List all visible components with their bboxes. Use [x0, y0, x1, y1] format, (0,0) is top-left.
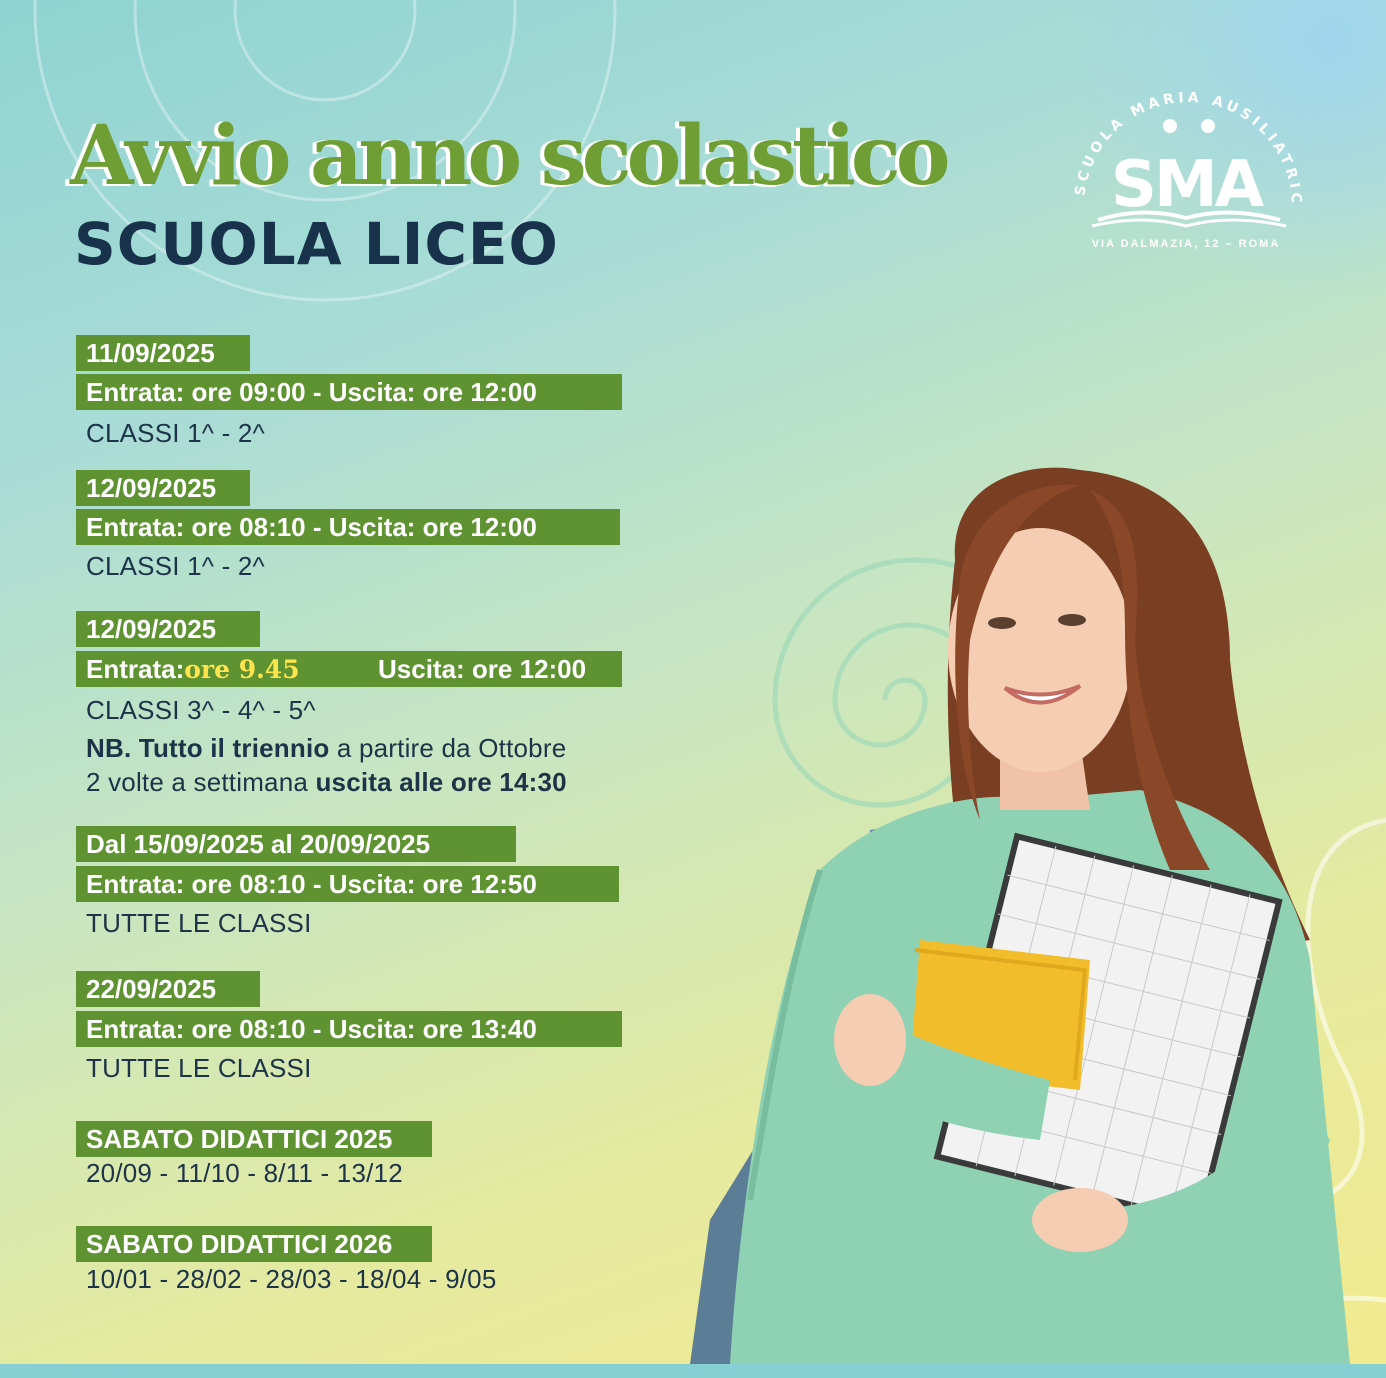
logo-arc-text: SCUOLA MARIA AUSILIATRICE — [1055, 66, 1305, 208]
note-line-2 — [86, 767, 567, 798]
exit-time: Uscita: ore 12:00 — [378, 654, 587, 684]
saturday-dates: 20/09 - 11/10 - 8/11 - 13/12 — [86, 1158, 403, 1188]
student-illustration — [670, 440, 1386, 1364]
note-text: 2 volte a settimana — [86, 767, 316, 797]
date-tag: 11/09/2025 — [76, 335, 250, 371]
classes-text: CLASSI 3^ - 4^ - 5^ — [86, 695, 316, 725]
date-tag: Dal 15/09/2025 al 20/09/2025 — [76, 826, 516, 862]
saturday-heading: SABATO DIDATTICI 2025 — [76, 1121, 432, 1157]
date-tag: 12/09/2025 — [76, 611, 260, 647]
note-text: a partire da Ottobre — [329, 733, 567, 763]
student-photo — [670, 440, 1386, 1364]
logo-address: VIA DALMAZIA, 12 – ROMA — [1091, 238, 1281, 250]
note-bold: uscita alle ore 14:30 — [315, 767, 567, 797]
bottom-strip — [0, 1364, 1386, 1378]
date-tag: 22/09/2025 — [76, 971, 260, 1007]
note-bold: NB. Tutto il triennio — [86, 733, 330, 763]
time-tag: Entrata: ore 09:00 - Uscita: ore 12:00 — [76, 374, 622, 410]
page-subtitle: SCUOLA LICEO — [74, 210, 559, 278]
entry-time-highlight: ore 9.45 — [184, 655, 300, 684]
classes-text: TUTTE LE CLASSI — [86, 908, 312, 938]
entry-label: Entrata: — [86, 654, 185, 684]
time-tag: Entrata: ore 08:10 - Uscita: ore 13:40 — [76, 1011, 622, 1047]
classes-text: CLASSI 1^ - 2^ — [86, 551, 265, 581]
date-tag: 12/09/2025 — [76, 470, 250, 506]
school-logo — [1055, 66, 1310, 268]
logo-monogram: SMA — [1110, 148, 1262, 222]
time-tag: Entrata: ore 08:10 - Uscita: ore 12:00 — [76, 509, 620, 545]
page-title: Avvio anno scolastico — [70, 108, 946, 204]
time-tag-split — [76, 651, 622, 687]
classes-text: CLASSI 1^ - 2^ — [86, 418, 265, 448]
note-line-1 — [86, 733, 566, 764]
time-tag: Entrata: ore 08:10 - Uscita: ore 12:50 — [76, 866, 619, 902]
classes-text: TUTTE LE CLASSI — [86, 1053, 312, 1083]
saturday-heading: SABATO DIDATTICI 2026 — [76, 1226, 432, 1262]
saturday-dates: 10/01 - 28/02 - 28/03 - 18/04 - 9/05 — [86, 1264, 497, 1294]
